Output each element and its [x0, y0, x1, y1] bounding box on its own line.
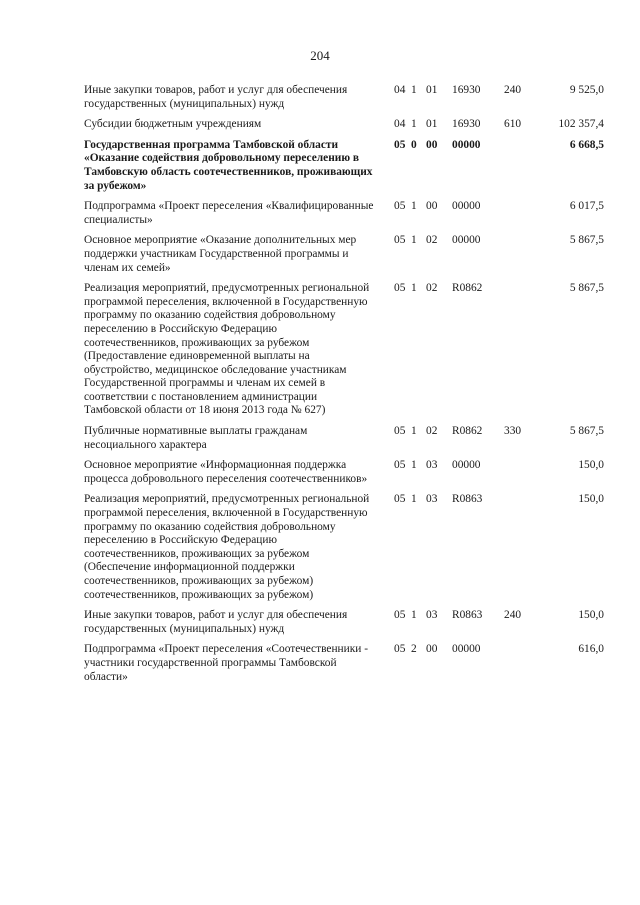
- code-section: 05: [394, 493, 406, 506]
- code-program: 2: [411, 643, 417, 656]
- row-description: Реализация мероприятий, предусмотренных региональной программой переселения, включенной в Государственную программу по оказанию содействия добровольному переселению в Российскую Федерацию соотечественников, проживающих за рубежом (Предоставление единовременной выплаты на обустройство, медицинское обследование участникам Государственной программы и членам их семей в соответствии с постановлением администрации Тамбовской области от 18 июня 2013 года № 627): [84, 282, 370, 417]
- code-subprogram: 00: [426, 138, 438, 151]
- row-description: Основное мероприятие «Оказание дополнительных мер поддержки участникам Государственной программы и членам их семей»: [84, 234, 357, 274]
- code-direction: 00000: [452, 234, 481, 247]
- code-section: 04: [394, 84, 406, 96]
- amount: 5 867,5: [569, 282, 604, 295]
- code-direction: R0862: [452, 282, 483, 295]
- code-direction: 00000: [452, 138, 481, 151]
- row-description: Субсидии бюджетным учреждениям: [84, 118, 262, 131]
- code-program: 1: [411, 84, 417, 96]
- table-row: [84, 84, 604, 111]
- amount: 6 668,5: [569, 138, 604, 151]
- code-section: 05: [394, 138, 406, 151]
- code-program: 1: [411, 493, 417, 506]
- code-section: 05: [394, 200, 406, 213]
- amount: 5 867,5: [569, 234, 604, 247]
- code-direction: R0862: [452, 425, 483, 438]
- code-direction: R0863: [452, 609, 483, 622]
- code-subprogram: 02: [426, 234, 438, 247]
- table-row: [84, 200, 604, 227]
- amount: 150,0: [578, 493, 604, 506]
- code-expense-type: 240: [504, 609, 522, 622]
- code-section: 05: [394, 459, 406, 472]
- code-section: 04: [394, 118, 406, 131]
- table-row: [84, 609, 604, 636]
- amount: 5 867,5: [569, 425, 604, 438]
- amount: 9 525,0: [569, 84, 604, 96]
- code-direction: 00000: [452, 200, 481, 213]
- code-section: 05: [394, 282, 406, 295]
- code-expense-type: 330: [504, 425, 522, 438]
- table-row: [84, 234, 604, 275]
- code-program: 0: [411, 138, 417, 151]
- code-subprogram: 01: [426, 84, 438, 96]
- row-description: Подпрограмма «Проект переселения «Соотечественники - участники государственной программы Тамбовской области»: [84, 643, 369, 683]
- amount: 616,0: [578, 643, 604, 656]
- code-subprogram: 02: [426, 425, 438, 438]
- row-description: Основное мероприятие «Информационная поддержка процесса добровольного переселения соотечественников»: [84, 459, 368, 485]
- code-subprogram: 00: [426, 200, 438, 213]
- code-subprogram: 00: [426, 643, 438, 656]
- code-program: 1: [411, 282, 417, 295]
- amount: 102 357,4: [558, 118, 604, 131]
- row-description: Государственная программа Тамбовской области «Оказание содействия добровольному переселению в Тамбовскую область соотечественников, проживающих за рубежом»: [84, 138, 373, 192]
- row-description: Подпрограмма «Проект переселения «Квалифицированные специалисты»: [84, 200, 374, 226]
- code-program: 1: [411, 234, 417, 247]
- code-subprogram: 03: [426, 609, 438, 622]
- amount: 150,0: [578, 459, 604, 472]
- code-direction: 00000: [452, 643, 481, 656]
- code-direction: 16930: [452, 84, 481, 96]
- amount: 6 017,5: [569, 200, 604, 213]
- budget-table: [84, 84, 604, 691]
- row-description: Иные закупки товаров, работ и услуг для обеспечения государственных (муниципальных) нужд: [84, 84, 348, 110]
- table-row: [84, 118, 604, 132]
- code-program: 1: [411, 609, 417, 622]
- table-row: [84, 493, 604, 602]
- page-number: 204: [310, 48, 330, 63]
- code-program: 1: [411, 425, 417, 438]
- row-description: Публичные нормативные выплаты гражданам несоциального характера: [84, 425, 308, 451]
- code-program: 1: [411, 118, 417, 131]
- code-program: 1: [411, 459, 417, 472]
- code-expense-type: 610: [504, 118, 522, 131]
- table-row: [84, 459, 604, 486]
- code-section: 05: [394, 425, 406, 438]
- code-section: 05: [394, 609, 406, 622]
- table-row: [84, 139, 604, 193]
- code-expense-type: 240: [504, 84, 522, 96]
- row-description: Реализация мероприятий, предусмотренных региональной программой переселения, включенной в Государственную программу по оказанию содействия добровольному переселению в Российскую Федерацию соотечественников, проживающих за рубежом (Обеспечение информационной поддержки соотечественников, проживающих за рубежом) соотечественников, проживающих за рубежом): [84, 493, 370, 601]
- table-row: [84, 643, 604, 684]
- code-program: 1: [411, 200, 417, 213]
- code-direction: R0863: [452, 493, 483, 506]
- code-subprogram: 02: [426, 282, 438, 295]
- amount: 150,0: [578, 609, 604, 622]
- table-row: [84, 282, 604, 418]
- code-subprogram: 03: [426, 459, 438, 472]
- code-direction: 00000: [452, 459, 481, 472]
- code-direction: 16930: [452, 118, 481, 131]
- table-row: [84, 425, 604, 452]
- code-section: 05: [394, 234, 406, 247]
- code-subprogram: 03: [426, 493, 438, 506]
- code-subprogram: 01: [426, 118, 438, 131]
- row-description: Иные закупки товаров, работ и услуг для обеспечения государственных (муниципальных) нужд: [84, 609, 348, 635]
- code-section: 05: [394, 643, 406, 656]
